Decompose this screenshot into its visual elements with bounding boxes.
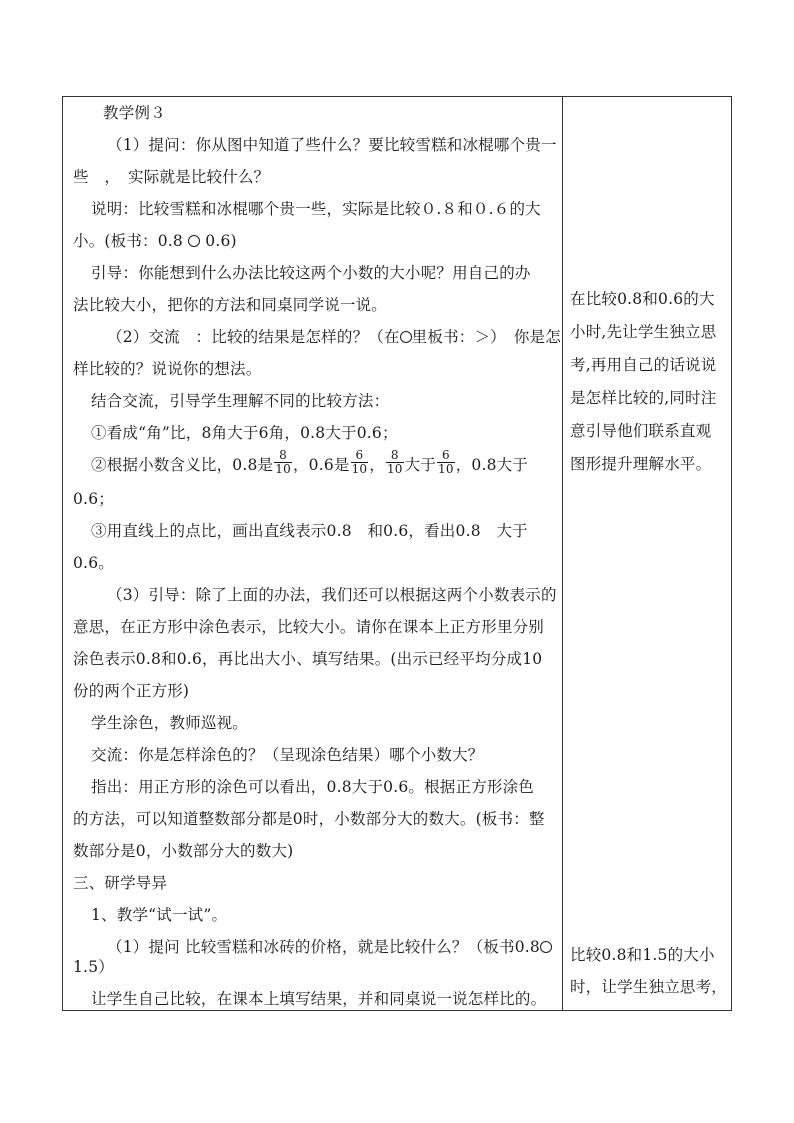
circle-placeholder-icon: [188, 235, 200, 247]
text-span: 大于: [404, 456, 437, 474]
section-heading: 三、研学导异: [73, 874, 168, 892]
text-line: 0.6；: [73, 490, 114, 508]
fraction-denominator: 10: [386, 461, 403, 476]
circle-placeholder-icon: [540, 941, 552, 953]
text-span: ，0.8大于: [455, 456, 529, 474]
text-span: ，0.6是: [292, 456, 350, 474]
text-line: 说明：比较雪糕和冰棍哪个贵一些，实际是比较０.８和０.６的大: [91, 200, 541, 218]
fraction-numerator: 8: [274, 449, 292, 463]
text-span: 小。(板书：0.8: [73, 232, 183, 250]
fraction: [274, 449, 292, 476]
lesson-content-cell: [62, 96, 562, 1011]
text-line: [107, 327, 561, 347]
text-span: ②根据小数含义比，0.8是: [91, 456, 274, 474]
fraction: [437, 449, 455, 476]
note-line: 是怎样比较的,同时注: [570, 389, 717, 407]
fraction-numerator: 6: [351, 449, 369, 463]
text-span: （2）交流 ：比较的结果是怎样的？（在: [107, 328, 400, 346]
text-line: ①看成“角”比，8角大于6角，0.8大于0.6；: [91, 424, 398, 442]
text-span: ，: [369, 456, 385, 474]
text-span: 里板书：＞） 你是怎: [411, 328, 561, 346]
text-line: 涂色表示0.8和0.6，再比出大小、填写结果。(出示已经平均分成10: [73, 650, 543, 668]
fraction: [386, 449, 404, 476]
text-line: 交流：你是怎样涂色的？（呈现涂色结果）哪个小数大？: [91, 746, 484, 764]
note-line: 小时,先让学生独立思: [570, 323, 717, 341]
text-line: 1.5）: [73, 958, 114, 976]
text-line: （1）提问：你从图中知道了些什么？要比较雪糕和冰棍哪个贵一: [107, 136, 557, 154]
note-line: 时，让学生独立思考，: [570, 978, 728, 996]
note-line: 比较0.8和1.5的大小: [570, 946, 715, 964]
fraction-numerator: 8: [386, 449, 404, 463]
fraction: [351, 449, 369, 476]
text-line: 数部分是0，小数部分大的数大): [73, 842, 294, 860]
text-line: 些 ， 实际就是比较什么？: [73, 168, 270, 186]
teaching-notes-cell: [562, 96, 732, 1011]
fraction-denominator: 10: [275, 461, 291, 476]
text-line: 意思，在正方形中涂色表示，比较大小。请你在课本上正方形里分别: [73, 618, 545, 636]
note-line: 在比较0.8和0.6的大: [570, 290, 715, 308]
text-line: ③用直线上的点比，画出直线表示0.8 和0.6，看出0.8 大于: [91, 522, 528, 540]
text-line: 的方法，可以知道整数部分都是0时，小数部分大的数大。(板书：整: [73, 810, 545, 828]
note-line: 考,再用自己的话说说: [570, 356, 717, 374]
text-line: 1、教学“试一试”。: [91, 906, 228, 924]
text-line: 指出：用正方形的涂色可以看出，0.8大于0.6。根据正方形涂色: [91, 778, 535, 796]
text-line: 让学生自己比较，在课本上填写结果，并和同桌说一说怎样比的。: [91, 990, 547, 1008]
text-line: 引导：你能想到什么办法比较这两个小数的大小呢？用自己的办: [91, 264, 531, 282]
text-line: 法比较大小，把你的方法和同桌同学说一说。: [73, 296, 388, 314]
text-line: 学生涂色，教师巡视。: [91, 714, 249, 732]
text-line: 份的两个正方形): [73, 682, 190, 700]
text-line: 结合交流，引导学生理解不同的比较方法：: [91, 392, 390, 410]
text-line: [91, 447, 529, 476]
note-line: 意引导他们联系直观: [570, 422, 712, 440]
text-line: 样比较的？说说你的想法。: [73, 360, 262, 378]
fraction-denominator: 10: [351, 461, 368, 476]
text-line: 0.6。: [73, 554, 114, 572]
fraction-denominator: 10: [438, 461, 454, 476]
circle-placeholder-icon: [400, 331, 412, 343]
fraction-numerator: 6: [437, 449, 455, 463]
text-line: [73, 231, 237, 251]
text-span: （1）提问 比较雪糕和冰砖的价格，就是比较什么？（板书0.8: [107, 938, 540, 956]
text-line: [107, 937, 552, 957]
section-title: 教学例３: [103, 104, 166, 122]
text-span: 0.6): [205, 232, 237, 250]
text-line: （3）引导：除了上面的办法，我们还可以根据这两个小数表示的: [107, 586, 557, 604]
note-line: 图形提升理解水平。: [570, 455, 712, 473]
